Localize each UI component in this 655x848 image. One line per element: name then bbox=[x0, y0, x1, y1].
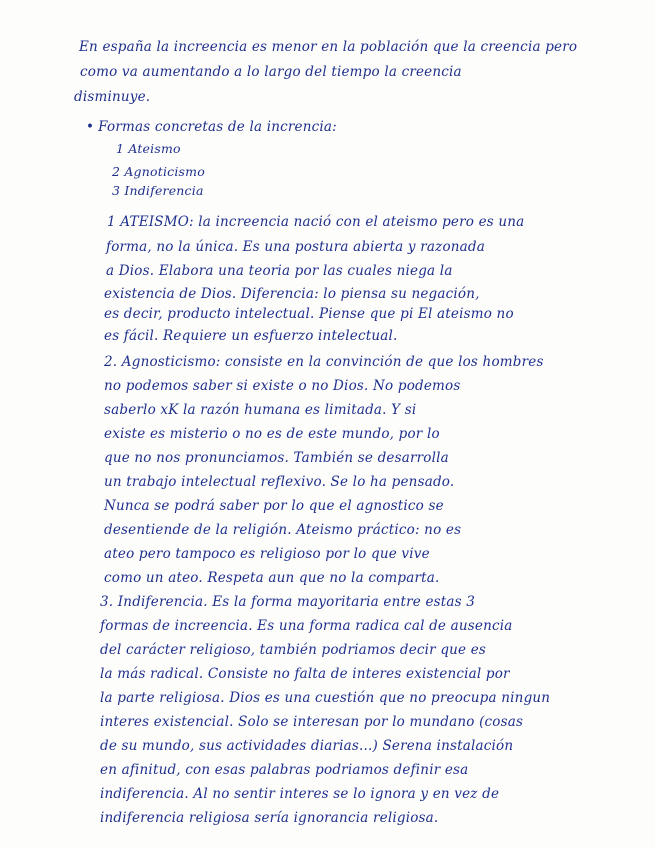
text-line: en afinitud, con esas palabras podriamos definir esa bbox=[100, 762, 469, 778]
section-indiferencia: 3. Indiferencia. Es la forma mayoritaria entre estas 3 bbox=[100, 594, 476, 610]
text-line: no podemos saber si existe o no Dios. No podemos bbox=[104, 378, 461, 394]
text-line: un trabajo intelectual reflexivo. Se lo ha pensado. bbox=[104, 474, 455, 490]
list-item: 1 Ateismo bbox=[116, 141, 181, 156]
text-line: existe es misterio o no es de este mundo, por lo bbox=[104, 426, 440, 442]
text-line: forma, no la única. Es una postura abierta y razonada bbox=[106, 239, 486, 255]
text-line: como un ateo. Respeta aun que no la comparta. bbox=[104, 570, 440, 586]
text-line: como va aumentando a lo largo del tiempo la creencia bbox=[80, 64, 462, 80]
text-line: la parte religiosa. Dios es una cuestión que no preocupa ningun bbox=[100, 690, 551, 706]
text-line: es fácil. Requiere un esfuerzo intelectual. bbox=[104, 328, 398, 344]
text-line: de su mundo, sus actividades diarias...) Serena instalación bbox=[100, 738, 514, 754]
text-line: indiferencia. Al no sentir interes se lo ignora y en vez de bbox=[100, 786, 500, 802]
text-line: del carácter religioso, también podriamos decir que es bbox=[100, 642, 487, 658]
text-line: indiferencia religiosa sería ignorancia religiosa. bbox=[100, 810, 439, 826]
text-line: que no nos pronunciamos. También se desarrolla bbox=[104, 450, 449, 466]
list-item: 2 Agnoticismo bbox=[112, 164, 205, 179]
text-line: es decir, producto intelectual. Piense que pi El ateismo no bbox=[104, 306, 514, 322]
text-line: existencia de Dios. Diferencia: lo piensa su negación, bbox=[104, 286, 480, 302]
section-ateismo: 1 ATEISMO: la increencia nació con el ateismo pero es una bbox=[107, 214, 525, 230]
section-agnosticismo: 2. Agnosticismo: consiste en la convinción de que los hombres bbox=[104, 354, 544, 370]
text-line: disminuye. bbox=[74, 89, 151, 105]
text-line: ateo pero tampoco es religioso por lo que vive bbox=[104, 546, 430, 562]
text-line: formas de increencia. Es una forma radica cal de ausencia bbox=[100, 618, 513, 634]
text-line: la más radical. Consiste no falta de interes existencial por bbox=[100, 666, 510, 682]
text-line: En españa la increencia es menor en la población que la creencia pero bbox=[79, 39, 578, 55]
text-line: Nunca se podrá saber por lo que el agnostico se bbox=[104, 498, 444, 514]
text-line: a Dios. Elabora una teoria por las cuales niega la bbox=[106, 263, 453, 279]
list-heading: • Formas concretas de la increncia: bbox=[86, 118, 337, 136]
text-line: desentiende de la religión. Ateismo práctico: no es bbox=[104, 522, 462, 538]
list-item: 3 Indiferencia bbox=[112, 183, 204, 198]
text-line: interes existencial. Solo se interesan por lo mundano (cosas bbox=[100, 714, 524, 730]
text-line: saberlo xK la razón humana es limitada. Y si bbox=[104, 402, 417, 418]
